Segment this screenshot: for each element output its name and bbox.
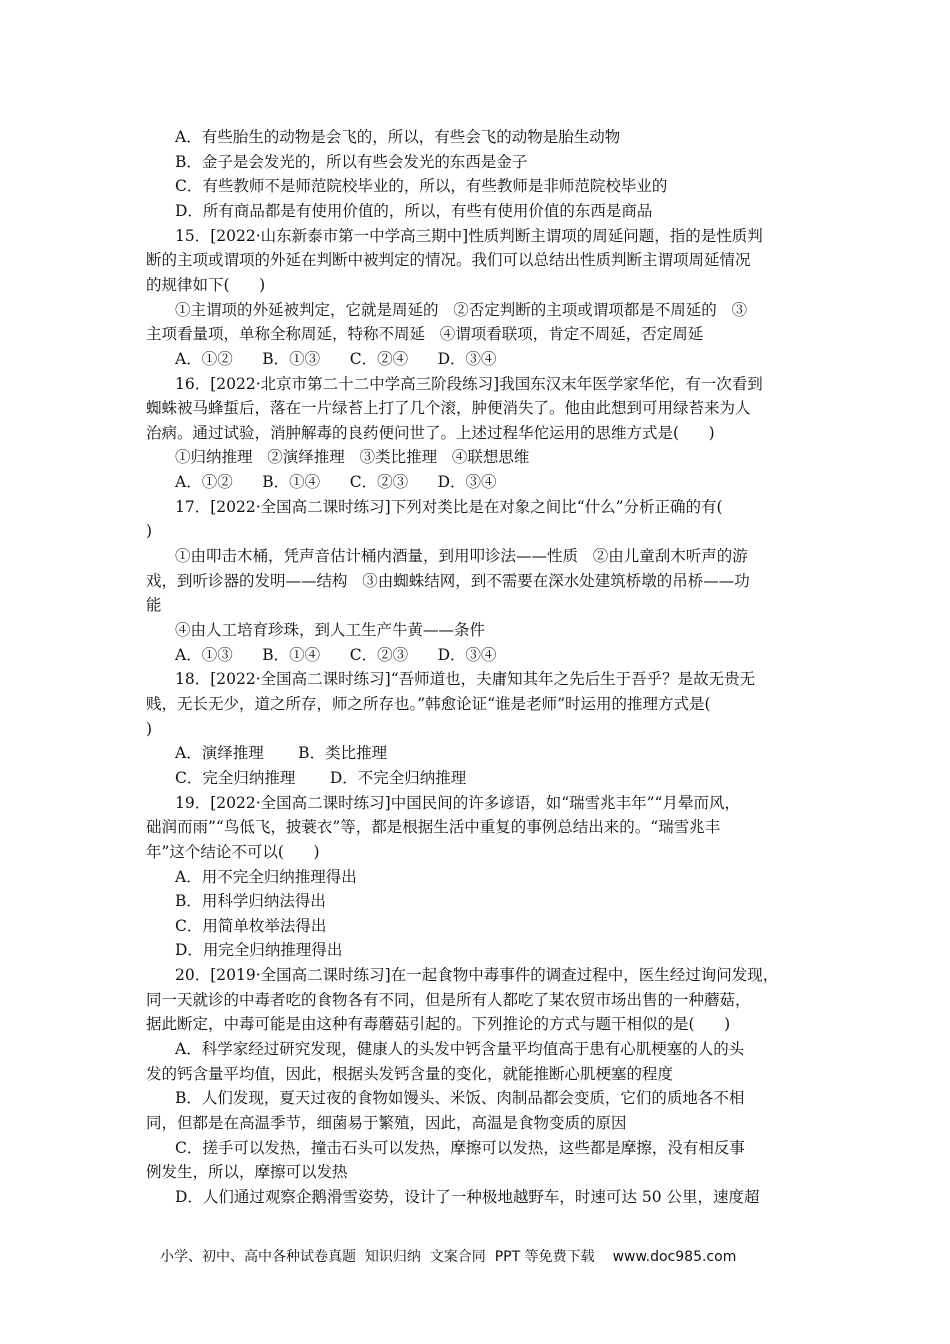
text-line: ①主谓项的外延被判定，它就是周延的 ②否定判断的主项或谓项都是不周延的 ③	[175, 300, 748, 319]
text-line: A．科学家经过研究发现，健康人的头发中钙含量平均值高于患有心肌梗塞的人的头	[175, 1040, 745, 1059]
text-line: C．用简单枚举法得出	[175, 916, 327, 935]
text-line: 断的主项或谓项的外延在判断中被判定的情况。我们可以总结出性质判断主谓项周延情况	[146, 251, 751, 270]
text-line: A．用不完全归纳推理得出	[175, 867, 357, 886]
text-line: 17．[2022·全国高二课时练习]下列对类比是在对象之间比“什么”分析正确的有(	[175, 497, 723, 516]
text-line: 发的钙含量平均值，因此，根据头发钙含量的变化，就能推断心肌梗塞的程度	[146, 1064, 674, 1083]
text-line: 主项看量项，单称全称周延，特称不周延 ④谓项看联项，肯定不周延，否定周延	[146, 325, 704, 344]
text-line: 19．[2022·全国高二课时练习]中国民间的许多谚语，如“瑞雪兆丰年”“月晕而风，	[175, 793, 740, 812]
text-line: C．搓手可以发热，撞击石头可以发热，摩擦可以发热，这些都是摩擦，没有相反事	[175, 1138, 745, 1157]
text-line: B．金子是会发光的，所以有些会发光的东西是金子	[175, 152, 528, 171]
text-line: 年”这个结论不可以( )	[146, 842, 320, 861]
text-line: A．①② B．①④ C．②③ D．③④	[175, 473, 497, 492]
text-line: )	[146, 522, 153, 541]
text-line: ①由叩击木桶，凭声音估计桶内酒量，到用叩诊法——性质 ②由儿童刮木听声的游	[175, 547, 748, 566]
text-line: D．用完全归纳推理得出	[175, 941, 343, 960]
text-line: 贱，无长无少，道之所存，师之所存也。”韩愈论证“谁是老师”时运用的推理方式是(	[146, 694, 711, 713]
footer	[160, 1246, 736, 1266]
text-line: 18．[2022·全国高二课时练习]“吾师道也，夫庸知其年之先后生于吾乎？是故无贵无	[175, 670, 756, 689]
text-line: A．演绎推理 B．类比推理	[175, 744, 388, 763]
text-line: 15．[2022·山东新泰市第一中学高三期中]性质判断主谓项的周延问题，指的是性质判	[175, 226, 763, 245]
text-line: 同一天就诊的中毒者吃的食物各有不同，但是所有人都吃了某农贸市场出售的一种蘑菇，	[146, 990, 751, 1009]
text-line: 的规律如下( )	[146, 275, 266, 294]
text-line: A．①② B．①③ C．②④ D．③④	[175, 349, 497, 368]
text-line: B．人们发现，夏天过夜的食物如馒头、米饭、肉制品都会变质，它们的质地各不相	[175, 1089, 745, 1108]
text-line: ①归纳推理 ②演绎推理 ③类比推理 ④联想思维	[175, 448, 530, 467]
text-line: 同，但都是在高温季节，细菌易于繁殖，因此，高温是食物变质的原因	[146, 1114, 627, 1132]
text-line: 治病。通过试验，消肿解毒的良药便问世了。上述过程华佗运用的思维方式是( )	[146, 423, 715, 442]
text-line: B．用科学归纳法得出	[175, 892, 326, 911]
text-line: D．人们通过观察企鹅滑雪姿势，设计了一种极地越野车，时速可达 50 公里，速度超	[175, 1187, 760, 1206]
text-line: 据此断定，中毒可能是由这种有毒蘑菇引起的。下列推论的方式与题干相似的是( )	[146, 1015, 731, 1034]
text-line: A．有些胎生的动物是会飞的，所以，有些会飞的动物是胎生动物	[175, 128, 621, 146]
footer-text: 小学、初中、高中各种试卷真题 知识归纳 文案合同 PPT 等免费下载	[160, 1249, 595, 1265]
text-line: 能	[146, 596, 162, 615]
text-line: 20．[2019·全国高二课时练习]在一起食物中毒事件的调查过程中，医生经过询问发现，	[175, 966, 779, 985]
text-line: )	[146, 719, 153, 738]
text-line: 础润而雨”“鸟低飞，披蓑衣”等，都是根据生活中重复的事例总结出来的。“瑞雪兆丰	[146, 818, 721, 837]
text-line: D．所有商品都是有使用价值的，所以，有些有使用价值的东西是商品	[175, 201, 653, 220]
text-line: 蜘蛛被马蜂蜇后，落在一片绿苔上打了几个滚，肿便消失了。他由此想到可用绿苔来为人	[146, 399, 751, 418]
text-line: C．有些教师不是师范院校毕业的，所以，有些教师是非师范院校毕业的	[175, 177, 668, 196]
text-line: C．完全归纳推理 D．不完全归纳推理	[175, 768, 467, 787]
text-line: A．①③ B．①④ C．②③ D．③④	[175, 645, 497, 664]
text-line: 例发生，所以，摩擦可以发热	[146, 1163, 348, 1182]
text-line: 戏，到听诊器的发明——结构 ③由蜘蛛结网，到不需要在深水处建筑桥墩的吊桥——功	[146, 571, 750, 590]
text-line: ④由人工培育珍珠，到人工生产牛黄——条件	[175, 621, 486, 639]
text-line: 16．[2022·北京市第二十二中学高三阶段练习]我国东汉末年医学家华佗，有一次看到	[175, 374, 763, 393]
footer-url[interactable]: www.doc985.com	[612, 1249, 737, 1265]
